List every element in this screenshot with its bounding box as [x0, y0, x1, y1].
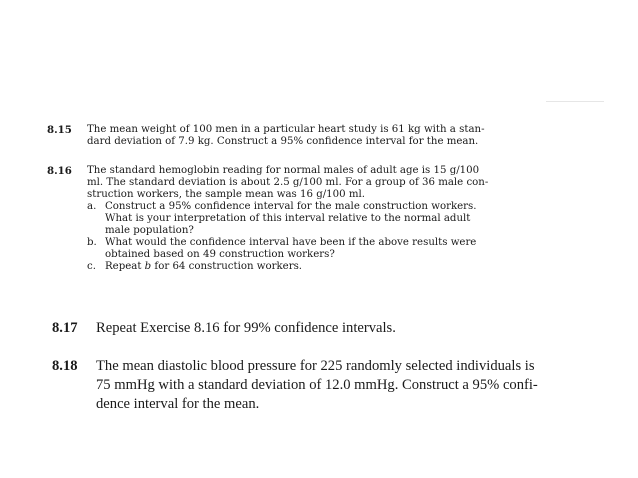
text-line: dence interval for the mean. [96, 396, 260, 412]
text-line: dard deviation of 7.9 kg. Construct a 95% confidence interval for the mean. [87, 136, 479, 147]
italic-reference: b [144, 261, 152, 272]
part-label: c. [87, 261, 96, 272]
header-rule [546, 101, 604, 102]
text-line: The mean diastolic blood pressure for 225 randomly selected individuals is [96, 358, 535, 374]
exercise-text [96, 319, 396, 338]
text-line: What would the confidence interval have been if the above results were [105, 237, 477, 248]
part-label: b. [87, 237, 97, 248]
part-b [87, 237, 488, 261]
text-line: 75 mmHg with a standard deviation of 12.0 mmHg. Construct a 95% confi- [96, 377, 538, 393]
text-line: What is your interpretation of this interval relative to the normal adult [105, 213, 471, 224]
exercise-text [87, 124, 485, 148]
text-line: ml. The standard deviation is about 2.5 g/100 ml. For a group of 36 male con- [87, 177, 489, 188]
exercise-number: 8.16 [47, 165, 72, 177]
text-line: The mean weight of 100 men in a particular heart study is 61 kg with a stan- [87, 124, 485, 135]
text-line: Construct a 95% confidence interval for the male construction workers. [105, 201, 477, 212]
text-fragment: Repeat [105, 261, 145, 272]
part-label: a. [87, 201, 97, 212]
text-line: struction workers, the sample mean was 16 g/100 ml. [87, 189, 365, 200]
text-line: male population? [105, 225, 194, 236]
exercise-text [87, 165, 488, 273]
exercise-number: 8.18 [52, 358, 78, 374]
text-fragment: for 64 construction workers. [151, 261, 303, 272]
exercise-text [96, 357, 538, 414]
part-c [87, 261, 488, 273]
text-line: Repeat Exercise 8.16 for 99% confidence intervals. [96, 320, 396, 336]
exercise-number: 8.17 [52, 320, 78, 336]
exercise-number: 8.15 [47, 124, 72, 136]
text-line: The standard hemoglobin reading for normal males of adult age is 15 g/100 [87, 165, 480, 176]
text-line: obtained based on 49 construction workers? [105, 249, 335, 260]
part-a [87, 201, 488, 237]
